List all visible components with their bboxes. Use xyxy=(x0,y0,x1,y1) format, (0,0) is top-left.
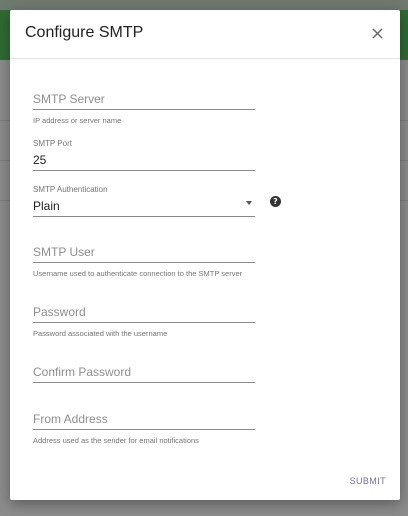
confirm-password-field[interactable] xyxy=(33,363,255,383)
from-address-underline xyxy=(33,429,255,430)
dialog-header xyxy=(10,10,400,59)
confirm-password-underline xyxy=(33,382,255,383)
smtp-auth-underline xyxy=(33,216,255,217)
smtp-server-input[interactable]: SMTP Server xyxy=(33,92,105,106)
password-underline xyxy=(33,322,255,323)
password-input[interactable]: Password xyxy=(33,305,86,319)
chevron-down-icon[interactable] xyxy=(246,201,252,205)
smtp-auth-value[interactable]: Plain xyxy=(33,199,60,213)
smtp-auth-select[interactable] xyxy=(33,184,255,217)
smtp-port-field[interactable] xyxy=(33,138,255,171)
smtp-port-underline xyxy=(33,170,255,171)
from-address-field[interactable] xyxy=(33,410,255,446)
smtp-server-field[interactable] xyxy=(33,90,255,126)
close-icon xyxy=(372,28,383,39)
from-address-input[interactable]: From Address xyxy=(33,412,108,426)
submit-button[interactable]: SUBMIT xyxy=(349,476,386,486)
smtp-server-helper: IP address or server name xyxy=(33,116,122,125)
smtp-user-input[interactable]: SMTP User xyxy=(33,245,95,259)
configure-smtp-dialog xyxy=(10,10,400,500)
smtp-user-underline xyxy=(33,262,255,263)
smtp-port-input[interactable]: 25 xyxy=(33,153,47,167)
password-helper: Password associated with the username xyxy=(33,329,168,338)
dialog-title: Configure SMTP xyxy=(25,24,144,41)
close-button[interactable] xyxy=(366,22,388,44)
from-address-helper: Address used as the sender for email notifications xyxy=(33,436,199,445)
smtp-port-label: SMTP Port xyxy=(33,139,72,148)
help-icon[interactable]: ? xyxy=(270,196,281,207)
password-field[interactable] xyxy=(33,303,255,339)
smtp-user-helper: Username used to authenticate connection to the SMTP server xyxy=(33,269,243,278)
smtp-user-field[interactable] xyxy=(33,243,255,279)
smtp-auth-label: SMTP Authentication xyxy=(33,185,108,194)
confirm-password-input[interactable]: Confirm Password xyxy=(33,365,132,379)
smtp-server-underline xyxy=(33,109,255,110)
